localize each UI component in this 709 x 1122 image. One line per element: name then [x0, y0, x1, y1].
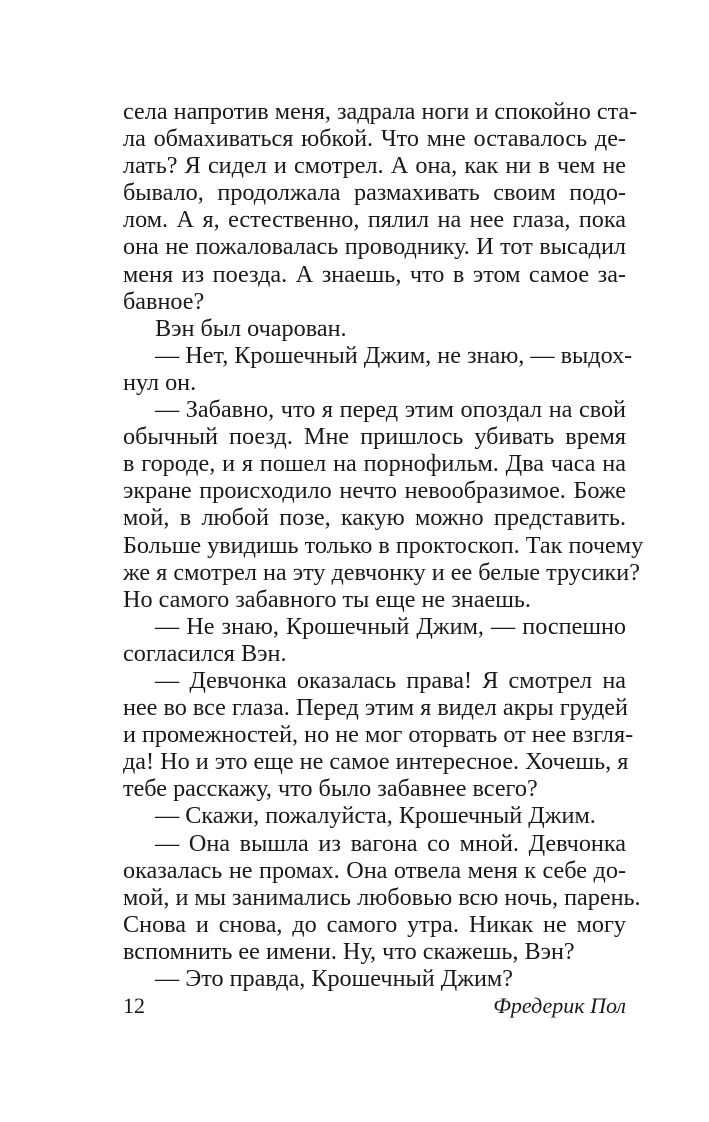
text-line: же я смотрел на эту девчонку и ее белые трусики?	[123, 558, 640, 586]
body-text	[123, 98, 644, 992]
text-line: тебе расскажу, что было забавнее всего?	[123, 775, 538, 803]
text-line: мой, и мы занимались любовью всю ночь, парень.	[123, 883, 641, 911]
text-line: ла обмахиваться юбкой. Что мне оставалось де-	[123, 125, 626, 153]
text-line: обычный поезд. Мне пришлось убивать время	[123, 423, 626, 451]
text-line: она не пожаловалась проводнику. И тот высадил	[123, 233, 626, 261]
text-line: — Не знаю, Крошечный Джим, — поспешно	[155, 612, 626, 640]
text-line: вспомнить ее имени. Ну, что скажешь, Вэн?	[123, 937, 575, 965]
text-line: — Забавно, что я перед этим опоздал на свой	[155, 396, 626, 424]
text-line: лать? Я сидел и смотрел. А она, как ни в чем не	[123, 152, 626, 180]
text-line: — Это правда, Крошечный Джим?	[155, 965, 513, 992]
running-author: Фредерик Пол	[493, 993, 626, 1018]
text-line: — Нет, Крошечный Джим, не знаю, — выдох-	[155, 341, 633, 369]
page-footer	[123, 992, 626, 1020]
page-number: 12	[123, 993, 145, 1018]
text-line: лом. А я, естественно, пялил на нее глаза, пока	[123, 206, 626, 234]
text-line: Вэн был очарован.	[155, 314, 347, 342]
text-line: — Она вышла из вагона со мной. Девчонка	[155, 829, 626, 857]
text-line: мой, в любой позе, какую можно представить.	[123, 504, 626, 532]
text-line: Но самого забавного ты еще не знаешь.	[123, 585, 531, 613]
text-line: согласился Вэн.	[123, 639, 287, 667]
text-line: бывало, продолжала размахивать своим подо-	[123, 179, 626, 207]
text-line: — Скажи, пожалуйста, Крошечный Джим.	[155, 802, 596, 830]
text-line: нул он.	[123, 368, 197, 396]
text-line: да! Но и это еще не самое интересное. Хочешь, я	[123, 748, 629, 776]
text-line: экране происходило нечто невообразимое. Боже	[123, 477, 626, 505]
text-line: оказалась не промах. Она отвела меня к себе до-	[123, 856, 626, 884]
text-line: нее во все глаза. Перед этим я видел акры грудей	[123, 694, 628, 722]
text-line: меня из поезда. А знаешь, что в этом самое за-	[123, 260, 626, 288]
text-line: Больше увидишь только в проктоскоп. Так почему	[123, 531, 644, 559]
text-line: в городе, и я пошел на порнофильм. Два часа на	[123, 450, 626, 478]
text-line: и промежностей, но не мог оторвать от нее взгля-	[123, 721, 634, 749]
text-line: села напротив меня, задрала ноги и спокойно ста-	[123, 98, 638, 125]
text-line: бавное?	[123, 287, 205, 315]
text-line: — Девчонка оказалась права! Я смотрел на	[155, 666, 626, 694]
text-line: Снова и снова, до самого утра. Никак не могу	[123, 910, 626, 938]
